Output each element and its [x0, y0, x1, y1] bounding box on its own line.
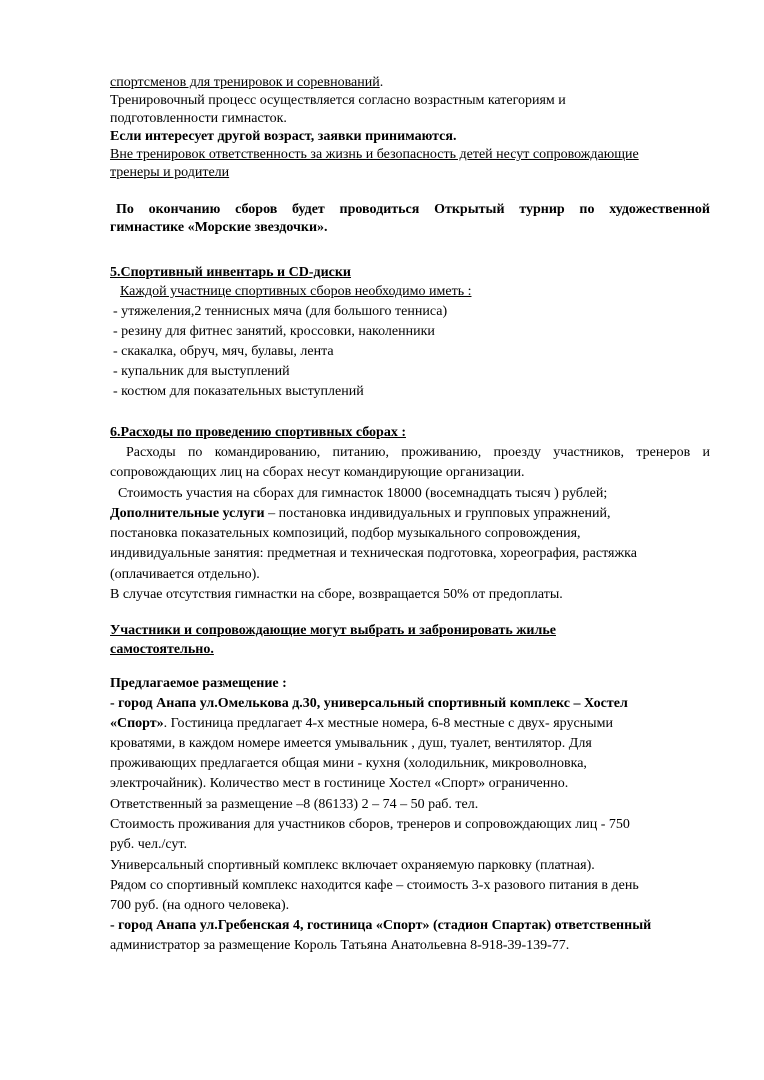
section5-item-4: - купальник для выступлений: [113, 364, 290, 379]
accommodation-1-line-11: 700 руб. (на одного человека).: [110, 898, 290, 913]
accommodation-1-line-4: проживающих предлагается общая мини - кухня (холодильник, микроволновка,: [110, 756, 587, 771]
accommodation-heading: Предлагаемое размещение :: [110, 676, 287, 691]
accommodation-1-line-7: Стоимость проживания для участников сборов, тренеров и сопровождающих лиц - 750: [110, 817, 630, 832]
hostel-description: . Гостиница предлагает 4-х местные номера, 6-8 местные с двух- ярусными: [163, 716, 613, 731]
hostel-name: «Спорт»: [110, 716, 164, 731]
accommodation-1-line-10: Рядом со спортивный комплекс находится кафе – стоимость 3-х разового питания в день: [110, 878, 639, 893]
section6-cost-line: Стоимость участия на сборах для гимнасток 18000 (восемнадцать тысяч ) рублей;: [118, 486, 608, 501]
section5-heading: 5.Спортивный инвентарь и CD-диски: [110, 265, 352, 280]
intro-line-1-end: .: [379, 75, 384, 90]
booking-line-1: Участники и сопровождающие могут выбрать и забронировать жилье: [110, 623, 556, 638]
accommodation-1-line-2: [110, 715, 613, 733]
accommodation-1-line-1: - город Анапа ул.Омелькова д.30, универсальный спортивный комплекс – Хостел: [110, 696, 628, 711]
section6-p1-line-1: Расходы по командированию, питанию, проживанию, проезду участников, тренеров и: [126, 445, 710, 460]
intro-line-1: [110, 74, 383, 92]
extra-services-label: Дополнительные услуги: [110, 506, 265, 521]
accommodation-1-line-5: электрочайник). Количество мест в гостинице Хостел «Спорт» ограниченно.: [110, 776, 569, 791]
accommodation-2-line-2: администратор за размещение Король Татьяна Анатольевна 8-918-39-139-77.: [110, 938, 570, 953]
section6-extra-line-4: (оплачивается отдельно).: [110, 567, 260, 582]
section6-extra-line-1: [110, 505, 610, 523]
intro-line-1-text: спортсменов для тренировок и соревнований: [110, 75, 380, 90]
section6-p1-line-2: сопровождающих лиц на сборах несут командирующие организации.: [110, 465, 525, 480]
tournament-line-1: По окончанию сборов будет проводиться Открытый турнир по художественной: [116, 202, 710, 217]
intro-line-6: тренеры и родители: [110, 165, 230, 180]
accommodation-2-line-1: - город Анапа ул.Гребенская 4, гостиница «Спорт» (стадион Спартак) ответственный: [110, 918, 652, 933]
accommodation-1-line-9: Универсальный спортивный комплекс включает охраняемую парковку (платная).: [110, 858, 595, 873]
intro-line-5: Вне тренировок ответственность за жизнь и безопасность детей несут сопровождающие: [110, 147, 639, 162]
section5-item-3: - скакалка, обруч, мяч, булавы, лента: [113, 344, 334, 359]
section6-refund-line: В случае отсутствия гимнастки на сборе, возвращается 50% от предоплаты.: [110, 587, 563, 602]
section6-extra-line-3: индивидуальные занятия: предметная и техническая подготовка, хореография, растяжка: [110, 546, 637, 561]
intro-line-3: подготовленности гимнасток.: [110, 111, 287, 126]
accommodation-1-line-8: руб. чел./сут.: [110, 837, 187, 852]
intro-line-2: Тренировочный процесс осуществляется согласно возрастным категориям и: [110, 93, 566, 108]
section5-item-1: - утяжеления,2 теннисных мяча (для большого тенниса): [113, 304, 448, 319]
section5-lead: Каждой участнице спортивных сборов необходимо иметь :: [120, 284, 472, 299]
booking-line-2: самостоятельно.: [110, 642, 214, 657]
intro-line-4: Если интересует другой возраст, заявки принимаются.: [110, 129, 457, 144]
tournament-line-2: гимнастике «Морские звездочки».: [110, 220, 328, 235]
accommodation-1-line-3: кроватями, в каждом номере имеется умывальник , душ, туалет, вентилятор. Для: [110, 736, 592, 751]
section5-item-5: - костюм для показательных выступлений: [113, 384, 364, 399]
section6-heading: 6.Расходы по проведению спортивных сборах :: [110, 425, 406, 440]
accommodation-1-line-6: Ответственный за размещение –8 (86133) 2 – 74 – 50 раб. тел.: [110, 797, 479, 812]
section6-extra-line-2: постановка показательных композиций, подбор музыкального сопровождения,: [110, 526, 581, 541]
section5-item-2: - резину для фитнес занятий, кроссовки, наколенники: [113, 324, 435, 339]
extra-services-text: – постановка индивидуальных и групповых упражнений,: [264, 506, 611, 521]
